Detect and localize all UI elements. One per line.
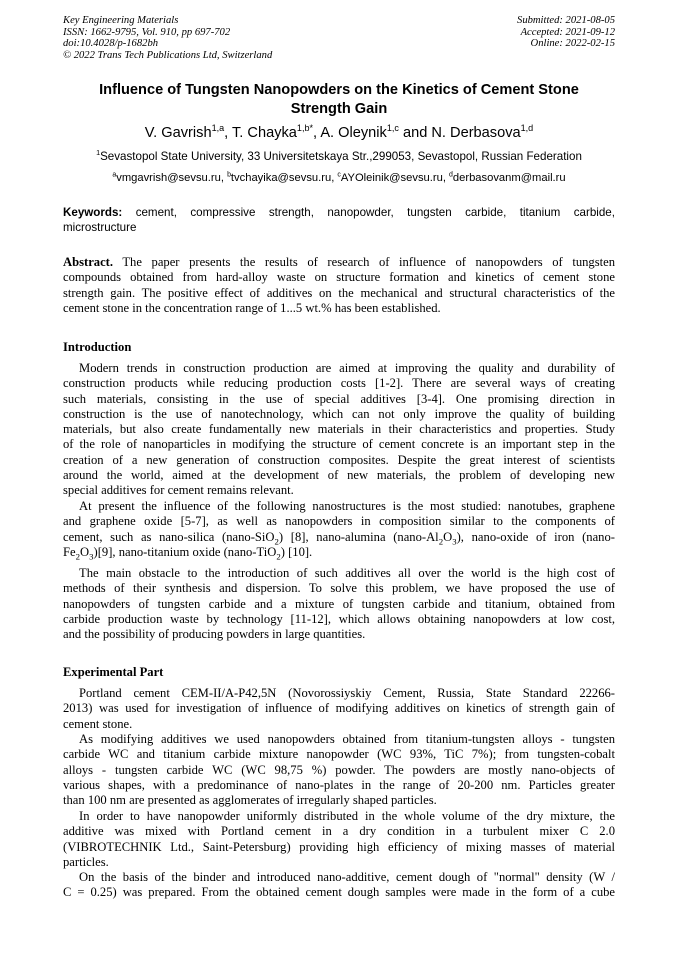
text-line: alloys - tungsten carbide WC (WC 98,75 %) powder. The powders are mostly nano-objects of: [63, 762, 615, 777]
text-line: construction products while reducing production costs [1-2]. There are several ways of creating: [63, 376, 615, 391]
experimental-paragraph-1: [63, 686, 615, 732]
intro-paragraph-2: [63, 499, 615, 560]
keyword: tungsten: [407, 206, 452, 219]
author-affiliation-mark: 1,d: [520, 123, 534, 134]
text-line: construction is the use of nanotechnology, which can not only improve the quality of building: [63, 406, 615, 421]
text-line: Modern trends in construction production are aimed at improving the quality and durability of: [79, 361, 615, 375]
text-line: and graphene oxide [5-7], as well as nanopowders in composition similar to the components of: [63, 514, 615, 529]
author-separator: and: [398, 125, 432, 141]
text-line: At present the influence of the following nanostructures is the most studied: nanotubes, graphene: [79, 499, 615, 513]
text-line: $Fe_2O_3)[9]$, nano-titanium oxide (nano-TiO$_2$) [10].: [63, 544, 313, 562]
text-line: As modifying additives we used nanopowders obtained from titanium-tungsten alloys - tungsten: [79, 732, 615, 746]
affiliation-mark: 1: [96, 148, 101, 158]
author-affiliation-mark: 1,a: [211, 123, 225, 134]
author-separator: ,: [224, 125, 233, 141]
author-name: T. Chayka: [232, 125, 297, 141]
text-line: than 100 nm are presented as agglomerates of irregularly shaped particles.: [63, 793, 437, 808]
paper-title-line-2: Strength Gain: [290, 101, 388, 117]
journal-issn: ISSN: 1662-9795, Vol. 910, pp 697-702: [63, 26, 231, 38]
text-line: materials, but also create fundamentally new materials in their characteristics and properties. Study: [63, 422, 615, 437]
keywords-label: Keywords:: [63, 206, 123, 219]
email-link[interactable]: derbasovanm@mail.ru: [452, 172, 566, 184]
email-mark: a: [112, 171, 117, 179]
author-list: [63, 124, 615, 142]
section-heading-experimental: Experimental Part: [63, 665, 164, 679]
submitted-date: Submitted: 2021-08-05: [517, 15, 615, 26]
text-line: The main obstacle to the introduction of such additives all over the world is the high cost of: [79, 566, 615, 580]
affiliation-text: Sevastopol State University, 33 Universitetskaya Str.,299053, Sevastopol, Russian Federation: [100, 150, 582, 163]
email-mark: c: [337, 171, 341, 179]
text-line: carbide production waste by technology [11-12], which allows obtaining nanopowders at low cost,: [63, 611, 615, 626]
journal-copyright: © 2022 Trans Tech Publications Ltd, Switzerland: [63, 49, 273, 61]
author-emails: [63, 171, 615, 186]
keywords-row: [63, 205, 615, 220]
text-line: On the basis of the binder and introduced nano-additive, cement dough of "normal" density (W /: [79, 870, 615, 884]
affiliation: [63, 149, 615, 164]
email-mark: d: [449, 171, 453, 179]
text-line: particles.: [63, 854, 109, 869]
keyword: carbide,: [465, 206, 507, 219]
text-line: methods of their synthesis and dispersion. To solve this problem, we have proposed the use of: [63, 581, 615, 596]
author-name: N. Derbasova: [431, 125, 521, 141]
accepted-date: Accepted: 2021-09-12: [520, 26, 615, 38]
submission-dates: [517, 15, 615, 50]
text-line: of the role of nanoparticles in modifying the structure of cement concrete is an important step in the: [63, 437, 615, 452]
text-line: creation of a new generation of construction composites. Despite the great interest of scientists: [63, 452, 615, 467]
abstract-line: cement stone in the concentration range of 1...5 wt.% has been established.: [63, 300, 441, 315]
text-line: various shapes, with a predominance of nano-plates in the range of 20-200 nm. Particles greater: [63, 777, 615, 792]
text-line: additive was mixed with Portland cement in a dry condition in a turbulent mixer C 2.0: [63, 824, 615, 839]
text-line: around the world, aimed at the development of new materials, the problem of developing new: [63, 468, 615, 483]
abstract-line: Abstract. The paper presents the results of research of influence of nanopowders of tungsten: [63, 255, 615, 269]
author-affiliation-mark: 1,c: [386, 123, 399, 134]
keyword: titanium: [519, 206, 561, 219]
text-line: special additives for cement remains relevant.: [63, 483, 294, 498]
author-affiliation-mark: 1,b*: [296, 123, 314, 134]
journal-info: [63, 15, 272, 61]
intro-paragraph-1: [63, 361, 615, 499]
keywords-block: [63, 205, 615, 235]
email-link[interactable]: tvchayika@sevsu.ru,: [230, 172, 338, 184]
abstract-line: strength gain. The positive effect of additives on the mechanical and structural characteristics of the: [63, 285, 615, 300]
journal-doi[interactable]: doi:10.4028/p-1682bh: [63, 38, 159, 50]
keyword: compressive: [190, 206, 256, 219]
text-line: Portland cement CEM-II/A-P42,5N (Novorossiyskiy Cement, Russia, State Standard 22266-: [79, 686, 615, 700]
author-name: V. Gavrish: [144, 125, 212, 141]
keyword: nanopowder,: [327, 206, 394, 219]
keyword: strength,: [268, 206, 314, 219]
text-line: 2013) was used for investigation of influence of modifying additives on kinetics of strength gain of: [63, 701, 615, 716]
experimental-paragraph-2: [63, 732, 615, 808]
text-line: cement stone.: [63, 716, 133, 731]
email-link[interactable]: AYOleinik@sevsu.ru,: [340, 172, 450, 184]
experimental-paragraph-4: [63, 870, 615, 901]
text-line: C = 0.25) was prepared. From the obtained cement dough samples were made in the form of a cube: [63, 885, 615, 900]
keyword: cement,: [135, 206, 177, 219]
abstract-label: Abstract.: [63, 255, 114, 269]
author-separator: ,: [313, 125, 321, 141]
abstract: [63, 255, 615, 316]
abstract-line: compounds obtained from hard-alloy waste on structure formation and kinetics of cement stone: [63, 270, 615, 285]
journal-name: Key Engineering Materials: [63, 15, 179, 26]
experimental-paragraph-3: [63, 809, 615, 870]
paper-title-line-1: Influence of Tungsten Nanopowders on the Kinetics of Cement Stone: [99, 82, 579, 98]
text-line: and the possibility of producing powders in large quantities.: [63, 627, 366, 642]
intro-paragraph-3: [63, 566, 615, 642]
text-line: In order to have nanopowder uniformly distributed in the whole volume of the dry mixture, the: [79, 809, 615, 823]
text-line: (VIBROTECHNIK Ltd., Saint-Petersburg) providing high efficiency of mixing masses of material: [63, 839, 615, 854]
section-heading-introduction: Introduction: [63, 340, 132, 354]
email-mark: b: [227, 171, 231, 179]
text-line: cement, such as nano-silica (nano-SiO$_2$) [8], nano-alumina $(nano-Al_2O_3)$, nano-oxide of iron (nano-: [63, 529, 615, 547]
online-date: Online: 2022-02-15: [530, 38, 615, 50]
text-line: carbide WC and titanium carbide mixture nanopowder (WC 93%, TiC 7%); from tungsten-cobalt: [63, 747, 615, 762]
author-name: A. Oleynik: [320, 125, 387, 141]
text-line: such materials, consisting in the use of special additives [3-4]. One promising direction in: [63, 391, 615, 406]
text-line: nanopowders of tungsten carbide and a mixture of tungsten carbide and titanium, obtained from: [63, 596, 615, 611]
keyword: microstructure: [63, 221, 137, 235]
email-link[interactable]: vmgavrish@sevsu.ru,: [116, 172, 228, 184]
paper-title: [63, 81, 615, 119]
keyword: carbide,: [573, 206, 615, 219]
